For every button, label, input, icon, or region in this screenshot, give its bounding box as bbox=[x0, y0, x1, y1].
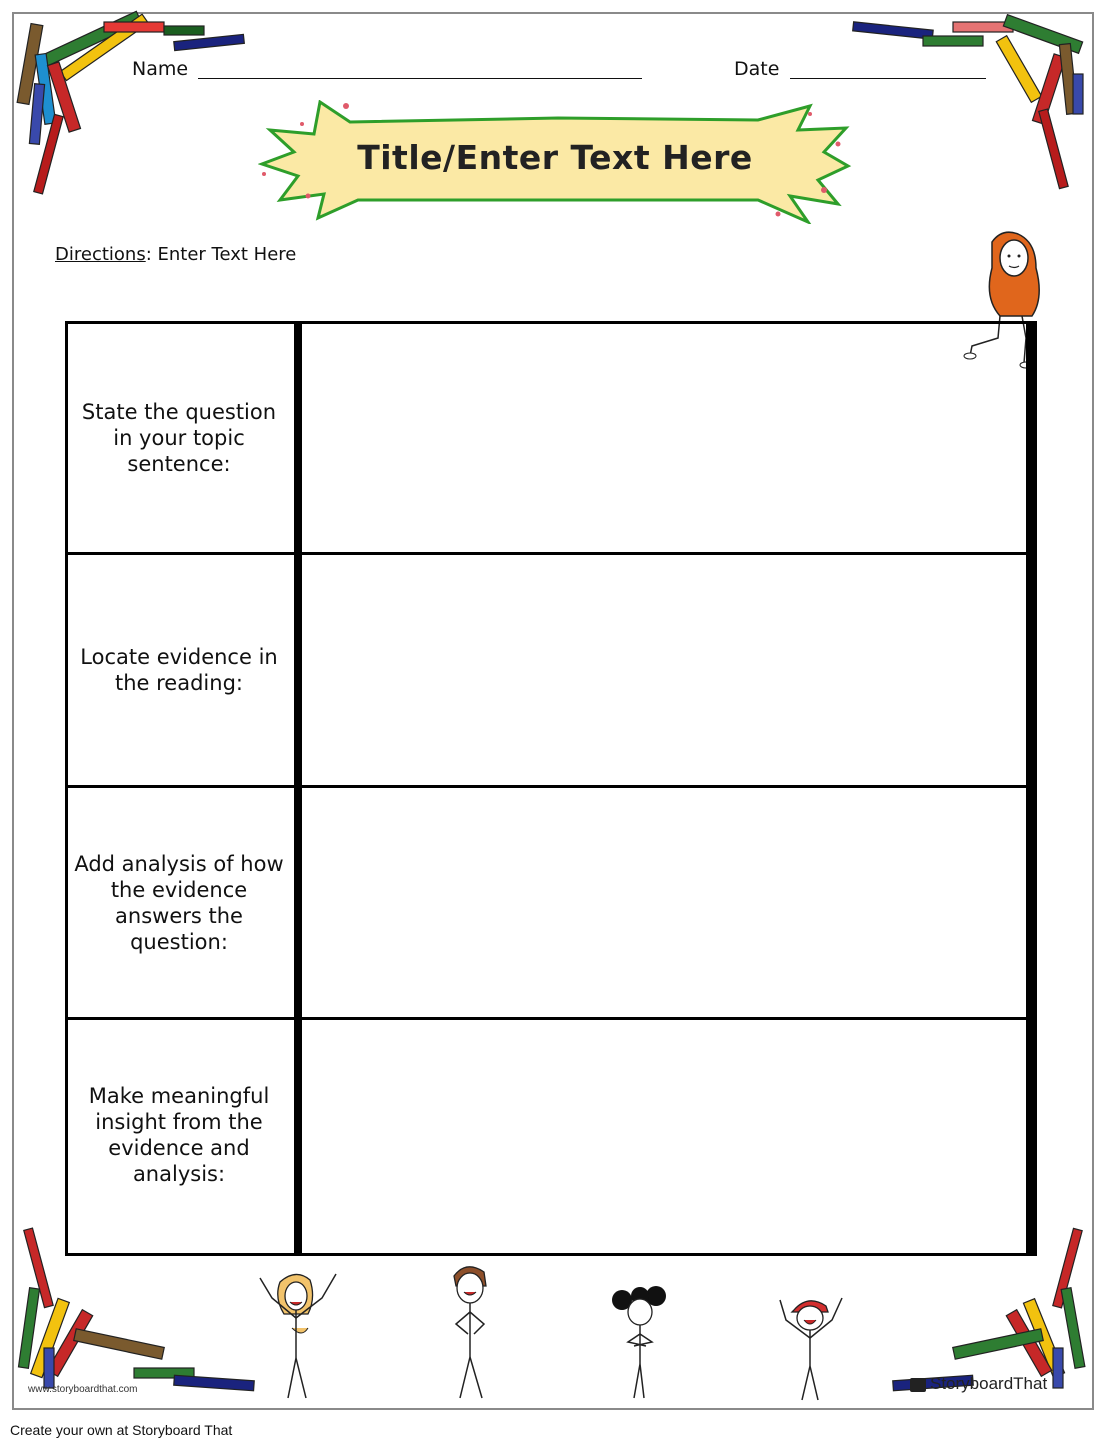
directions bbox=[55, 244, 296, 265]
stick-figure-blonde-girl bbox=[252, 1268, 342, 1403]
stick-figure-curly-girl bbox=[606, 1284, 676, 1404]
response-grid bbox=[65, 321, 1034, 1253]
answer-cell-insight[interactable] bbox=[305, 1020, 1023, 1250]
answer-cell-analysis[interactable] bbox=[305, 788, 1023, 1017]
answer-cell-evidence[interactable] bbox=[305, 555, 1023, 785]
directions-text[interactable]: Enter Text Here bbox=[157, 244, 297, 265]
row-label-topic-sentence: State the question in your topic sentence: bbox=[81, 400, 277, 476]
name-field[interactable] bbox=[198, 78, 642, 79]
row-label-insight: Make meaningful insight from the evidence and analysis: bbox=[88, 1084, 270, 1186]
date-label: Date bbox=[734, 58, 780, 80]
answer-cell-topic-sentence[interactable] bbox=[305, 324, 1023, 552]
directions-separator: : bbox=[145, 244, 152, 265]
crayons-top-right-decoration bbox=[853, 14, 1093, 194]
row-label-analysis: Add analysis of how the evidence answers the question: bbox=[74, 851, 284, 954]
stick-figure-boy bbox=[436, 1262, 506, 1402]
footer-link[interactable]: Create your own at Storyboard That bbox=[10, 1422, 233, 1438]
watermark-brand-text: StoryboardThat bbox=[930, 1374, 1048, 1393]
stick-figure-cap-boy bbox=[772, 1292, 852, 1404]
directions-label: Directions bbox=[55, 244, 146, 265]
watermark-brand bbox=[910, 1374, 1047, 1394]
date-field[interactable] bbox=[790, 78, 986, 79]
page-title[interactable]: Title/Enter Text Here bbox=[357, 138, 753, 177]
crayons-top-left-decoration bbox=[14, 14, 254, 194]
watermark-url: www.storyboardthat.com bbox=[28, 1384, 138, 1395]
storyboard-logo-icon bbox=[910, 1378, 926, 1392]
row-label-evidence: Locate evidence in the reading: bbox=[80, 645, 278, 695]
name-label: Name bbox=[132, 58, 189, 80]
